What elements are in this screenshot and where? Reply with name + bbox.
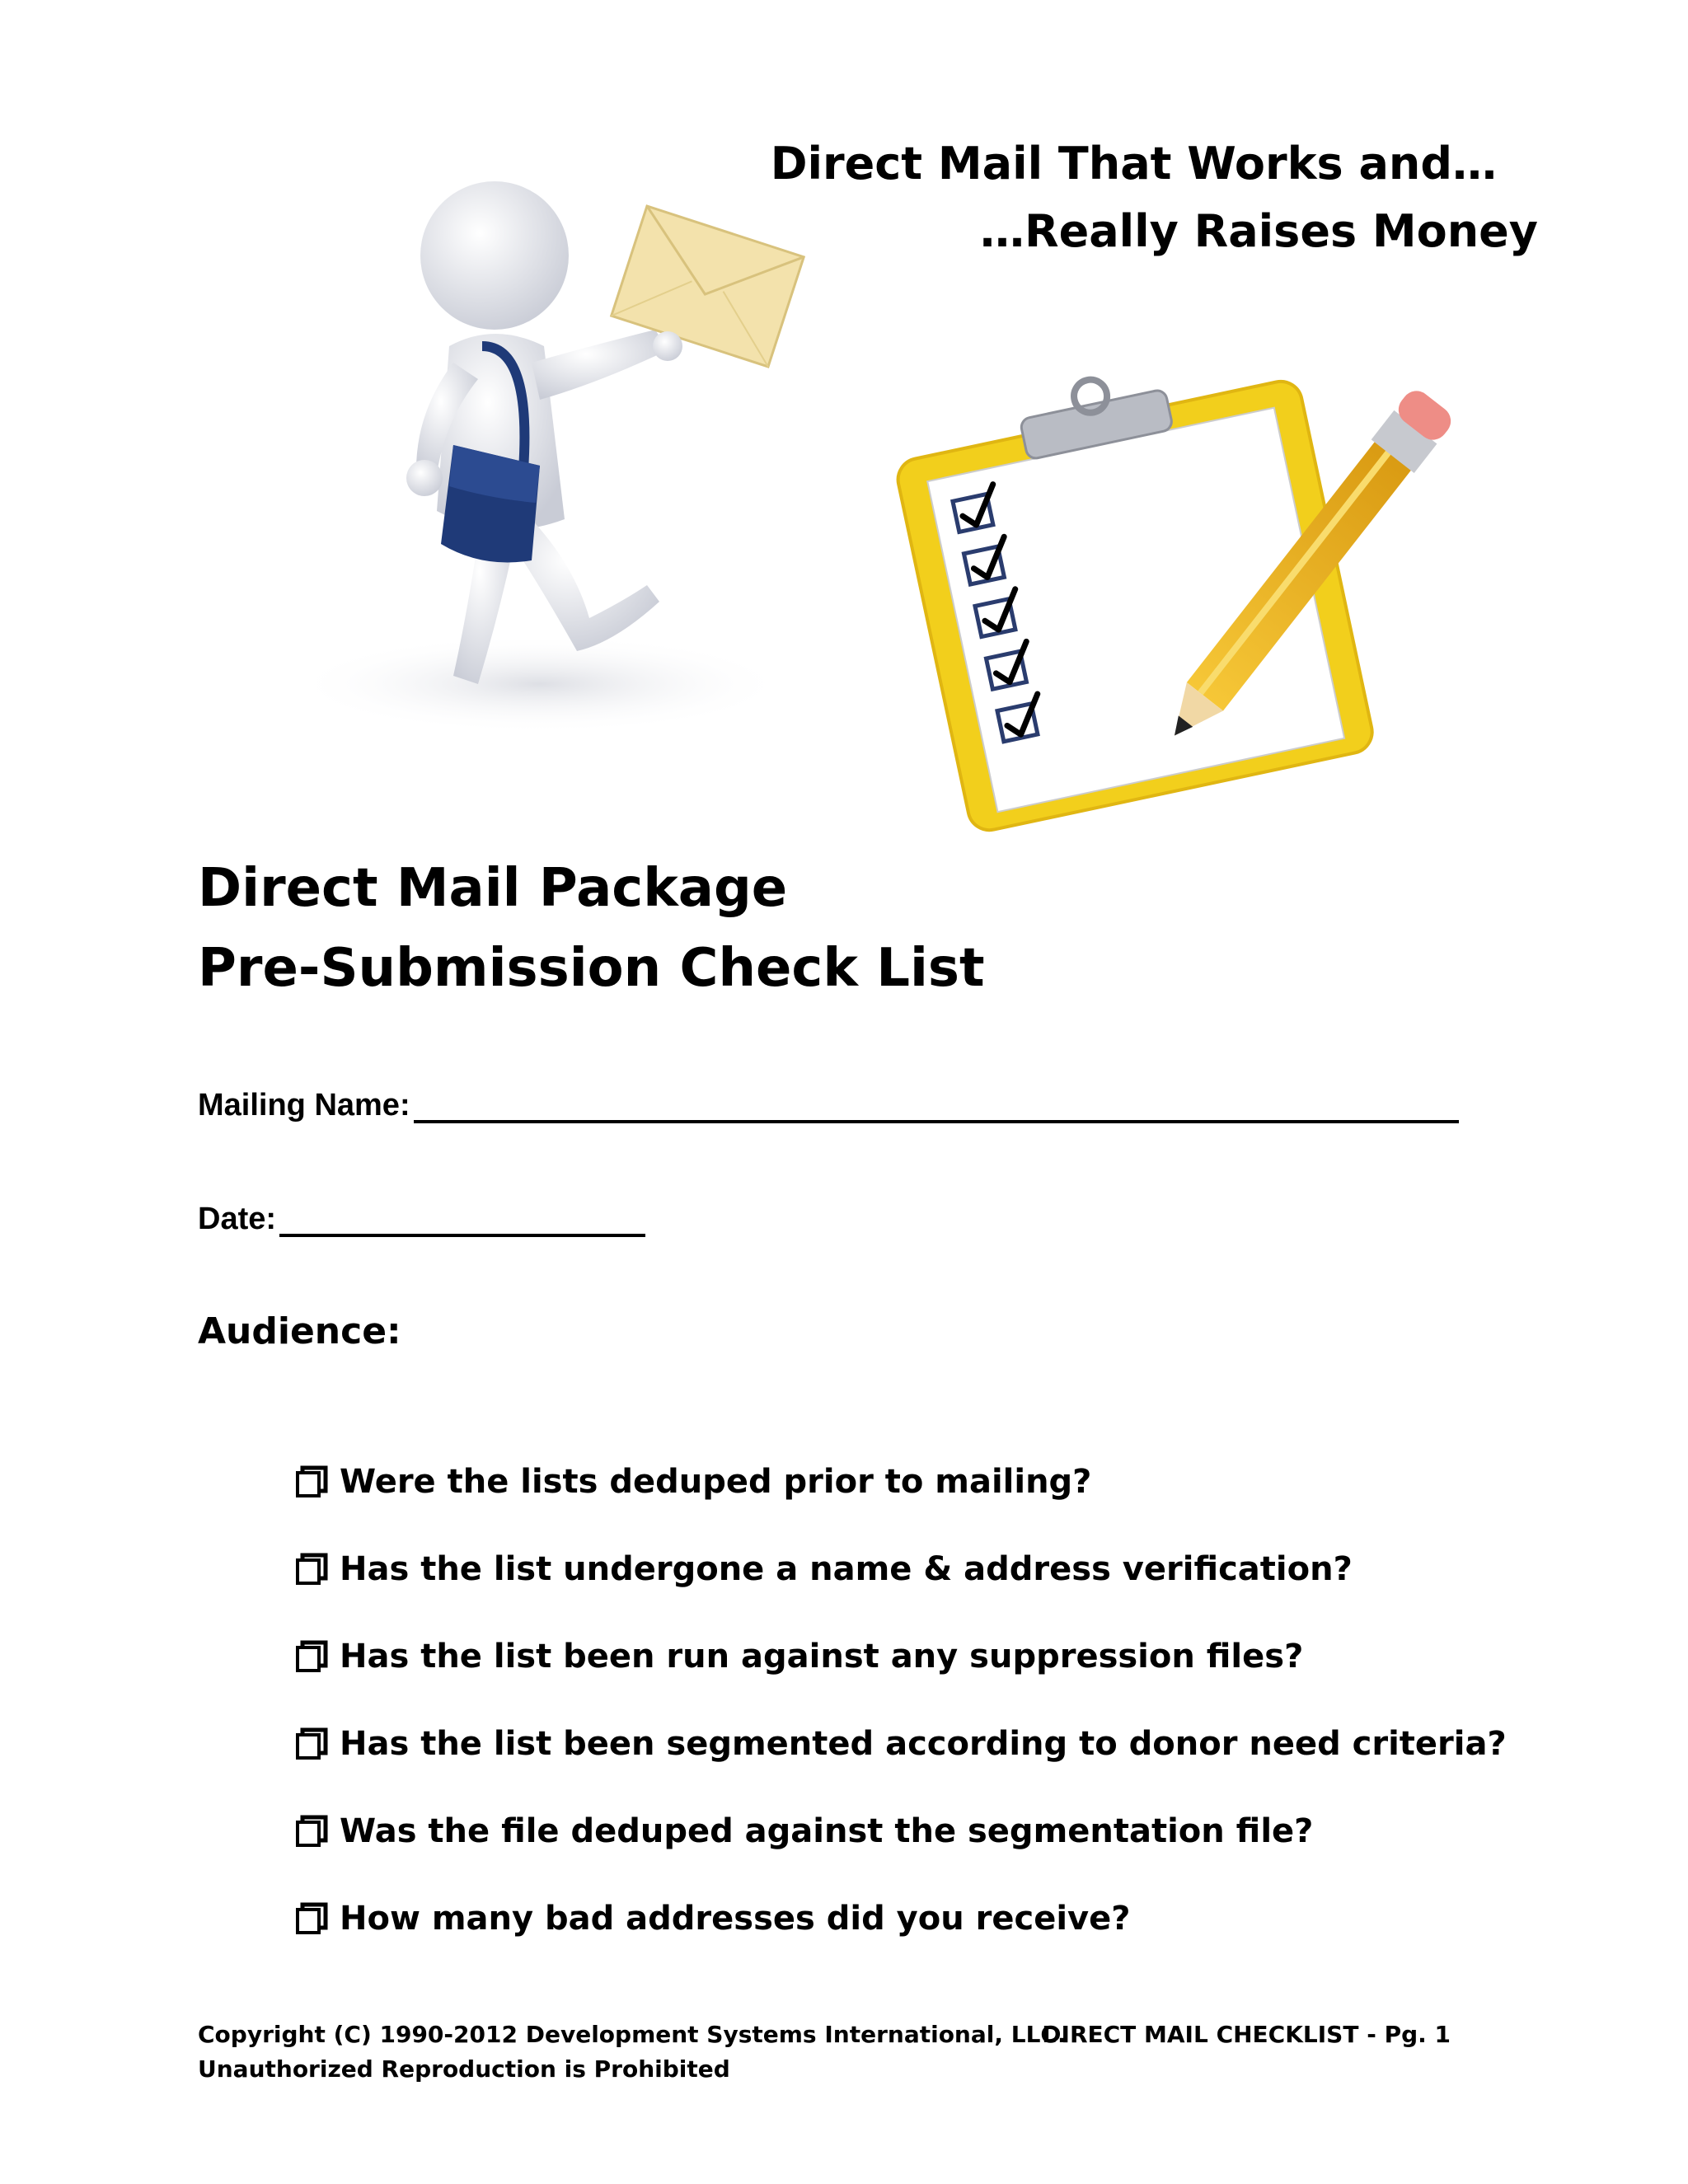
date-field[interactable] <box>198 1202 645 1237</box>
checklist-item-text: How many bad addresses did you receive? <box>340 1900 1131 1938</box>
date-input-line[interactable] <box>279 1202 645 1237</box>
reproduction-notice: Unauthorized Reproduction is Prohibited <box>198 2055 730 2083</box>
page-title-line-2: Pre-Submission Check List <box>198 938 985 999</box>
mail-carrier-figure-icon <box>293 173 870 849</box>
tagline <box>771 130 1538 265</box>
checklist-item-text: Has the list undergone a name & address verification? <box>340 1550 1353 1588</box>
mailing-name-field[interactable] <box>198 1088 1459 1123</box>
checkbox-icon[interactable] <box>295 1902 328 1935</box>
checklist-item[interactable] <box>295 1526 1507 1613</box>
checklist-item[interactable] <box>295 1788 1507 1875</box>
mailing-name-input-line[interactable] <box>414 1089 1459 1123</box>
checklist-item-text: Has the list been run against any suppression files? <box>340 1638 1304 1675</box>
mailing-name-label: Mailing Name: <box>198 1088 410 1122</box>
page-title-line-1: Direct Mail Package <box>198 858 788 919</box>
checkbox-icon[interactable] <box>295 1640 328 1673</box>
checklist-item-text: Has the list been segmented according to donor need criteria? <box>340 1725 1507 1763</box>
page-number-label: DIRECT MAIL CHECKLIST - Pg. 1 <box>1042 2021 1451 2048</box>
clipboard-checklist-pencil-icon <box>886 338 1496 907</box>
checklist-item-text: Was the file deduped against the segmentation file? <box>340 1812 1314 1850</box>
checklist-item[interactable] <box>295 1438 1507 1526</box>
page-title <box>198 849 985 1009</box>
checkbox-icon[interactable] <box>295 1465 328 1498</box>
audience-checklist <box>295 1438 1507 1962</box>
checkbox-icon[interactable] <box>295 1727 328 1760</box>
tagline-line-2: …Really Raises Money <box>979 205 1538 257</box>
date-label: Date: <box>198 1202 277 1236</box>
footer-copyright <box>198 2018 1067 2087</box>
checklist-item[interactable] <box>295 1700 1507 1788</box>
tagline-line-1: Direct Mail That Works and… <box>770 138 1497 190</box>
checklist-item[interactable] <box>295 1875 1507 1962</box>
copyright-text: Copyright (C) 1990-2012 Development Systems International, LLC. <box>198 2021 1067 2048</box>
checkbox-icon[interactable] <box>295 1815 328 1848</box>
checkbox-icon[interactable] <box>295 1553 328 1586</box>
checklist-item-text: Were the lists deduped prior to mailing? <box>340 1463 1092 1501</box>
checklist-item[interactable] <box>295 1613 1507 1700</box>
audience-heading: Audience: <box>198 1310 401 1352</box>
